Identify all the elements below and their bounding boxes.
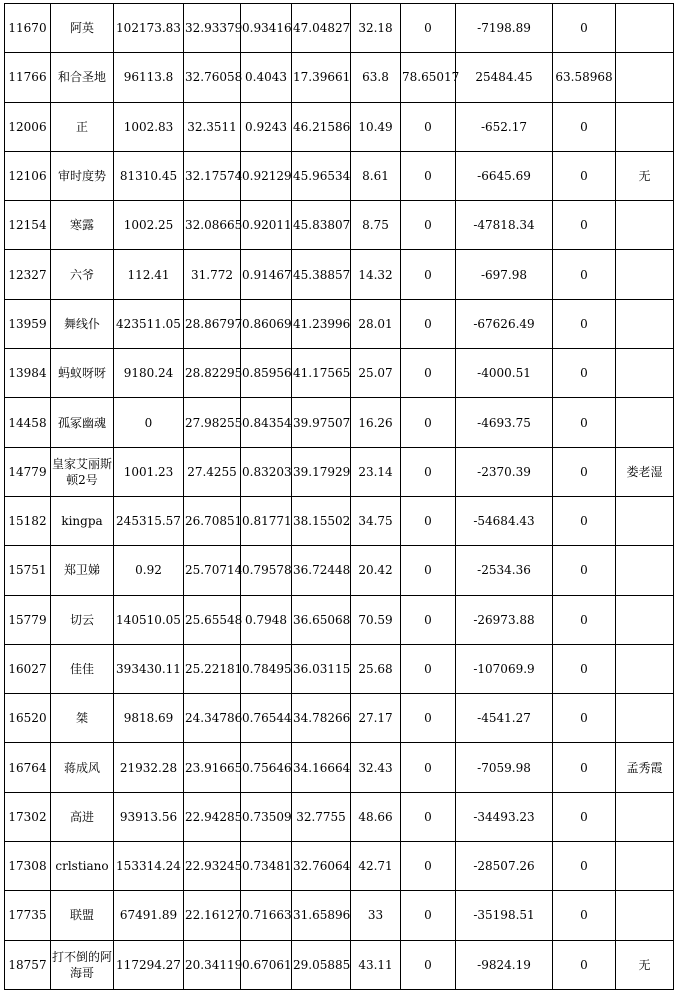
table-row bbox=[5, 299, 674, 348]
table-row bbox=[5, 496, 674, 545]
cell-v8: 0 bbox=[553, 496, 616, 545]
cell-v5: 42.71 bbox=[351, 842, 401, 891]
cell-note bbox=[616, 644, 674, 693]
cell-note bbox=[616, 792, 674, 841]
cell-v5: 8.61 bbox=[351, 151, 401, 200]
cell-v3: 0.76544 bbox=[241, 694, 292, 743]
cell-name: 佳佳 bbox=[51, 644, 114, 693]
cell-v2: 22.16127 bbox=[184, 891, 241, 940]
cell-v7: -2370.39 bbox=[456, 447, 553, 496]
cell-name: 舞线仆 bbox=[51, 299, 114, 348]
cell-v1: 117294.27 bbox=[114, 940, 184, 989]
cell-v2: 32.3511 bbox=[184, 102, 241, 151]
cell-v4: 45.38857 bbox=[292, 250, 351, 299]
cell-v8: 0 bbox=[553, 447, 616, 496]
cell-v4: 41.17565 bbox=[292, 349, 351, 398]
cell-id: 13984 bbox=[5, 349, 51, 398]
table-row bbox=[5, 201, 674, 250]
cell-v2: 22.94285 bbox=[184, 792, 241, 841]
cell-v6: 0 bbox=[401, 201, 456, 250]
cell-name: crlstiano bbox=[51, 842, 114, 891]
cell-id: 12327 bbox=[5, 250, 51, 299]
cell-v6: 0 bbox=[401, 842, 456, 891]
cell-v5: 32.43 bbox=[351, 743, 401, 792]
cell-v6: 0 bbox=[401, 891, 456, 940]
cell-v2: 26.70851 bbox=[184, 496, 241, 545]
cell-v6: 0 bbox=[401, 644, 456, 693]
cell-v1: 112.41 bbox=[114, 250, 184, 299]
cell-name: 孤冢幽魂 bbox=[51, 398, 114, 447]
cell-v8: 0 bbox=[553, 940, 616, 989]
cell-v1: 81310.45 bbox=[114, 151, 184, 200]
cell-v8: 0 bbox=[553, 546, 616, 595]
cell-v8: 0 bbox=[553, 644, 616, 693]
cell-note: 无 bbox=[616, 940, 674, 989]
cell-v2: 25.65548 bbox=[184, 595, 241, 644]
cell-v5: 16.26 bbox=[351, 398, 401, 447]
table-body bbox=[5, 4, 674, 990]
cell-v8: 0 bbox=[553, 842, 616, 891]
cell-id: 16520 bbox=[5, 694, 51, 743]
cell-id: 11766 bbox=[5, 53, 51, 102]
cell-v3: 0.93416 bbox=[241, 4, 292, 53]
cell-id: 17302 bbox=[5, 792, 51, 841]
cell-v4: 36.03115 bbox=[292, 644, 351, 693]
cell-v4: 36.72448 bbox=[292, 546, 351, 595]
cell-v1: 423511.05 bbox=[114, 299, 184, 348]
cell-v5: 10.49 bbox=[351, 102, 401, 151]
cell-v7: -652.17 bbox=[456, 102, 553, 151]
cell-v6: 0 bbox=[401, 250, 456, 299]
cell-id: 13959 bbox=[5, 299, 51, 348]
cell-note bbox=[616, 891, 674, 940]
table-row bbox=[5, 53, 674, 102]
cell-v4: 47.04827 bbox=[292, 4, 351, 53]
cell-v8: 0 bbox=[553, 694, 616, 743]
cell-id: 12154 bbox=[5, 201, 51, 250]
cell-name: 郑卫娣 bbox=[51, 546, 114, 595]
cell-v8: 0 bbox=[553, 151, 616, 200]
cell-v3: 0.83203 bbox=[241, 447, 292, 496]
cell-id: 15779 bbox=[5, 595, 51, 644]
table-row bbox=[5, 398, 674, 447]
cell-v3: 0.91467 bbox=[241, 250, 292, 299]
cell-name: 联盟 bbox=[51, 891, 114, 940]
cell-v2: 31.772 bbox=[184, 250, 241, 299]
cell-v1: 9180.24 bbox=[114, 349, 184, 398]
cell-name: 打不倒的阿海哥 bbox=[51, 940, 114, 989]
cell-v5: 8.75 bbox=[351, 201, 401, 250]
cell-v6: 0 bbox=[401, 940, 456, 989]
cell-v1: 102173.83 bbox=[114, 4, 184, 53]
cell-v4: 45.83807 bbox=[292, 201, 351, 250]
cell-name: 蚂蚁呀呀 bbox=[51, 349, 114, 398]
cell-v3: 0.73481 bbox=[241, 842, 292, 891]
cell-note bbox=[616, 496, 674, 545]
cell-v6: 0 bbox=[401, 299, 456, 348]
cell-v1: 1002.83 bbox=[114, 102, 184, 151]
cell-v2: 23.91665 bbox=[184, 743, 241, 792]
cell-v3: 0.71663 bbox=[241, 891, 292, 940]
cell-v4: 45.96534 bbox=[292, 151, 351, 200]
cell-v8: 0 bbox=[553, 299, 616, 348]
cell-id: 17735 bbox=[5, 891, 51, 940]
cell-note bbox=[616, 250, 674, 299]
cell-note bbox=[616, 842, 674, 891]
cell-v7: 25484.45 bbox=[456, 53, 553, 102]
cell-note bbox=[616, 4, 674, 53]
cell-note: 娄老湿 bbox=[616, 447, 674, 496]
table-row bbox=[5, 792, 674, 841]
table-row bbox=[5, 447, 674, 496]
table-row bbox=[5, 250, 674, 299]
cell-note bbox=[616, 53, 674, 102]
cell-v7: -4693.75 bbox=[456, 398, 553, 447]
cell-id: 16764 bbox=[5, 743, 51, 792]
cell-v5: 63.8 bbox=[351, 53, 401, 102]
cell-v3: 0.84354 bbox=[241, 398, 292, 447]
cell-v6: 0 bbox=[401, 349, 456, 398]
cell-id: 14779 bbox=[5, 447, 51, 496]
cell-v3: 0.4043 bbox=[241, 53, 292, 102]
cell-v5: 28.01 bbox=[351, 299, 401, 348]
cell-v5: 27.17 bbox=[351, 694, 401, 743]
cell-v3: 0.75646 bbox=[241, 743, 292, 792]
cell-v2: 28.82295 bbox=[184, 349, 241, 398]
cell-v4: 38.15502 bbox=[292, 496, 351, 545]
table-row bbox=[5, 4, 674, 53]
cell-id: 15182 bbox=[5, 496, 51, 545]
cell-v2: 27.4255 bbox=[184, 447, 241, 496]
cell-v3: 0.9243 bbox=[241, 102, 292, 151]
cell-v8: 0 bbox=[553, 743, 616, 792]
cell-name: 和合圣地 bbox=[51, 53, 114, 102]
cell-name: 桀 bbox=[51, 694, 114, 743]
cell-id: 11670 bbox=[5, 4, 51, 53]
cell-v1: 393430.11 bbox=[114, 644, 184, 693]
cell-v6: 0 bbox=[401, 151, 456, 200]
cell-v4: 39.97507 bbox=[292, 398, 351, 447]
cell-v2: 32.17574 bbox=[184, 151, 241, 200]
cell-v2: 32.76058 bbox=[184, 53, 241, 102]
cell-v7: -6645.69 bbox=[456, 151, 553, 200]
table-row bbox=[5, 349, 674, 398]
cell-v8: 0 bbox=[553, 349, 616, 398]
cell-v7: -7059.98 bbox=[456, 743, 553, 792]
cell-id: 18757 bbox=[5, 940, 51, 989]
cell-v2: 25.70714 bbox=[184, 546, 241, 595]
cell-v7: -26973.88 bbox=[456, 595, 553, 644]
cell-name: 审时度势 bbox=[51, 151, 114, 200]
cell-name: 正 bbox=[51, 102, 114, 151]
cell-v1: 153314.24 bbox=[114, 842, 184, 891]
cell-id: 15751 bbox=[5, 546, 51, 595]
cell-v2: 32.93379 bbox=[184, 4, 241, 53]
cell-note bbox=[616, 201, 674, 250]
cell-v1: 21932.28 bbox=[114, 743, 184, 792]
cell-v2: 28.86797 bbox=[184, 299, 241, 348]
cell-v4: 34.78266 bbox=[292, 694, 351, 743]
cell-v6: 0 bbox=[401, 447, 456, 496]
cell-v8: 0 bbox=[553, 201, 616, 250]
cell-v2: 22.93245 bbox=[184, 842, 241, 891]
cell-v8: 0 bbox=[553, 4, 616, 53]
cell-v3: 0.67061 bbox=[241, 940, 292, 989]
cell-v6: 0 bbox=[401, 694, 456, 743]
cell-v2: 27.98255 bbox=[184, 398, 241, 447]
cell-name: kingpa bbox=[51, 496, 114, 545]
cell-v7: -107069.9 bbox=[456, 644, 553, 693]
cell-v3: 0.92129 bbox=[241, 151, 292, 200]
cell-v6: 0 bbox=[401, 546, 456, 595]
cell-v3: 0.73509 bbox=[241, 792, 292, 841]
cell-v1: 1002.25 bbox=[114, 201, 184, 250]
cell-v4: 17.39661 bbox=[292, 53, 351, 102]
cell-v1: 245315.57 bbox=[114, 496, 184, 545]
cell-v7: -47818.34 bbox=[456, 201, 553, 250]
cell-v5: 32.18 bbox=[351, 4, 401, 53]
cell-id: 12106 bbox=[5, 151, 51, 200]
cell-v3: 0.86069 bbox=[241, 299, 292, 348]
cell-note bbox=[616, 349, 674, 398]
cell-v6: 78.65017 bbox=[401, 53, 456, 102]
cell-v6: 0 bbox=[401, 496, 456, 545]
cell-note bbox=[616, 299, 674, 348]
cell-v5: 34.75 bbox=[351, 496, 401, 545]
cell-v4: 32.7755 bbox=[292, 792, 351, 841]
cell-name: 皇家艾丽斯顿2号 bbox=[51, 447, 114, 496]
table-row bbox=[5, 595, 674, 644]
cell-v4: 34.16664 bbox=[292, 743, 351, 792]
cell-v1: 93913.56 bbox=[114, 792, 184, 841]
cell-v1: 0 bbox=[114, 398, 184, 447]
cell-v4: 36.65068 bbox=[292, 595, 351, 644]
cell-v7: -4000.51 bbox=[456, 349, 553, 398]
cell-v5: 43.11 bbox=[351, 940, 401, 989]
cell-v4: 41.23996 bbox=[292, 299, 351, 348]
cell-id: 14458 bbox=[5, 398, 51, 447]
cell-v3: 0.78495 bbox=[241, 644, 292, 693]
cell-v2: 32.08665 bbox=[184, 201, 241, 250]
cell-note bbox=[616, 398, 674, 447]
cell-v6: 0 bbox=[401, 4, 456, 53]
cell-note: 无 bbox=[616, 151, 674, 200]
table-row bbox=[5, 644, 674, 693]
cell-id: 12006 bbox=[5, 102, 51, 151]
cell-note: 孟秀霞 bbox=[616, 743, 674, 792]
cell-v1: 96113.8 bbox=[114, 53, 184, 102]
cell-v6: 0 bbox=[401, 792, 456, 841]
cell-v2: 24.34786 bbox=[184, 694, 241, 743]
table-row bbox=[5, 891, 674, 940]
cell-v5: 23.14 bbox=[351, 447, 401, 496]
cell-v1: 140510.05 bbox=[114, 595, 184, 644]
cell-v6: 0 bbox=[401, 102, 456, 151]
cell-name: 蒋成风 bbox=[51, 743, 114, 792]
cell-note bbox=[616, 546, 674, 595]
cell-v8: 63.58968 bbox=[553, 53, 616, 102]
cell-name: 高进 bbox=[51, 792, 114, 841]
cell-v8: 0 bbox=[553, 891, 616, 940]
cell-v1: 67491.89 bbox=[114, 891, 184, 940]
cell-name: 阿英 bbox=[51, 4, 114, 53]
cell-note bbox=[616, 102, 674, 151]
cell-note bbox=[616, 694, 674, 743]
cell-v5: 14.32 bbox=[351, 250, 401, 299]
cell-v5: 20.42 bbox=[351, 546, 401, 595]
cell-v8: 0 bbox=[553, 792, 616, 841]
cell-v1: 1001.23 bbox=[114, 447, 184, 496]
cell-v7: -34493.23 bbox=[456, 792, 553, 841]
cell-v8: 0 bbox=[553, 595, 616, 644]
cell-v7: -28507.26 bbox=[456, 842, 553, 891]
cell-v7: -35198.51 bbox=[456, 891, 553, 940]
cell-v7: -54684.43 bbox=[456, 496, 553, 545]
cell-v5: 33 bbox=[351, 891, 401, 940]
cell-v4: 31.65896 bbox=[292, 891, 351, 940]
cell-v2: 20.34119 bbox=[184, 940, 241, 989]
cell-v5: 25.07 bbox=[351, 349, 401, 398]
cell-v4: 46.21586 bbox=[292, 102, 351, 151]
cell-v7: -2534.36 bbox=[456, 546, 553, 595]
cell-v1: 9818.69 bbox=[114, 694, 184, 743]
cell-v3: 0.85956 bbox=[241, 349, 292, 398]
cell-v5: 25.68 bbox=[351, 644, 401, 693]
cell-v7: -697.98 bbox=[456, 250, 553, 299]
cell-id: 16027 bbox=[5, 644, 51, 693]
cell-v8: 0 bbox=[553, 250, 616, 299]
cell-v7: -4541.27 bbox=[456, 694, 553, 743]
cell-v4: 29.05885 bbox=[292, 940, 351, 989]
data-table bbox=[4, 3, 674, 990]
cell-name: 寒露 bbox=[51, 201, 114, 250]
cell-v1: 0.92 bbox=[114, 546, 184, 595]
table-row bbox=[5, 940, 674, 989]
cell-v4: 32.76064 bbox=[292, 842, 351, 891]
table-row bbox=[5, 842, 674, 891]
cell-note bbox=[616, 595, 674, 644]
cell-v6: 0 bbox=[401, 595, 456, 644]
table-row bbox=[5, 151, 674, 200]
cell-v3: 0.92011 bbox=[241, 201, 292, 250]
cell-v7: -9824.19 bbox=[456, 940, 553, 989]
cell-v2: 25.22181 bbox=[184, 644, 241, 693]
cell-v3: 0.7948 bbox=[241, 595, 292, 644]
table-row bbox=[5, 546, 674, 595]
cell-id: 17308 bbox=[5, 842, 51, 891]
cell-v6: 0 bbox=[401, 398, 456, 447]
cell-v5: 48.66 bbox=[351, 792, 401, 841]
cell-v7: -67626.49 bbox=[456, 299, 553, 348]
cell-v8: 0 bbox=[553, 102, 616, 151]
table-row bbox=[5, 694, 674, 743]
cell-v3: 0.81771 bbox=[241, 496, 292, 545]
cell-v6: 0 bbox=[401, 743, 456, 792]
cell-v5: 70.59 bbox=[351, 595, 401, 644]
cell-v7: -7198.89 bbox=[456, 4, 553, 53]
cell-v4: 39.17929 bbox=[292, 447, 351, 496]
cell-name: 六爷 bbox=[51, 250, 114, 299]
cell-v8: 0 bbox=[553, 398, 616, 447]
cell-v3: 0.79578 bbox=[241, 546, 292, 595]
table-row bbox=[5, 102, 674, 151]
cell-name: 切云 bbox=[51, 595, 114, 644]
table-row bbox=[5, 743, 674, 792]
